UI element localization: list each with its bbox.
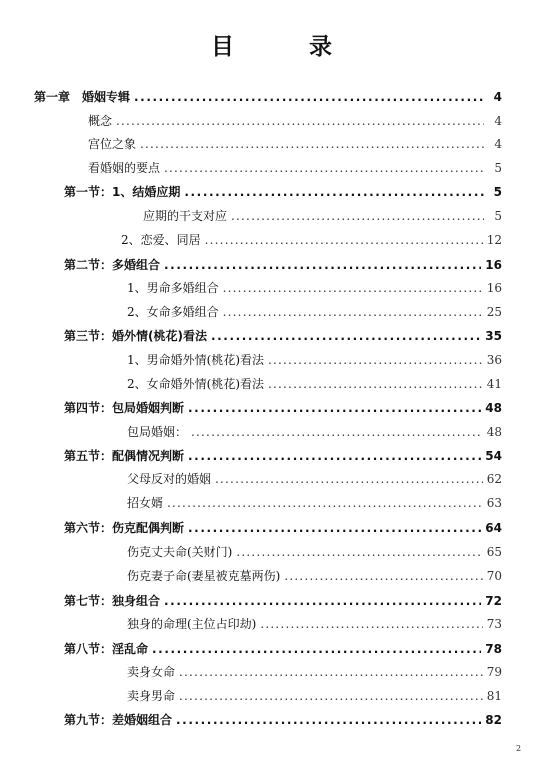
toc-entry[interactable] [127,423,502,441]
toc-entry[interactable] [127,470,502,488]
toc-entry-page: 16 [485,258,502,272]
toc-entry[interactable] [64,399,502,417]
toc-entry-page: 4 [494,137,502,151]
toc-entry-label: 招女婿 [127,496,164,510]
dot-leader [231,207,484,225]
toc-entry[interactable] [64,447,502,465]
toc-entry[interactable] [143,207,502,225]
toc-entry-label: 父母反对的婚姻 [127,472,212,486]
toc-entry[interactable] [64,327,502,345]
toc-entry-page: 81 [486,689,502,703]
dot-leader [164,159,484,177]
toc-entry[interactable] [88,159,502,177]
page-number: 2 [516,744,522,753]
dot-leader [284,567,482,585]
dot-leader [215,470,483,488]
toc-entry-page: 64 [485,521,502,535]
toc-entry-label: 伤克丈夫命(关财门) [127,545,233,559]
dot-leader [223,279,483,297]
toc-entry-label: 第一节：1、结婚应期 [64,185,181,199]
toc-entry-page: 82 [485,713,502,727]
dot-leader [268,351,483,369]
toc-entry-label: 宫位之象 [88,137,137,151]
toc-entry-label: 卖身男命 [127,689,176,703]
toc-entry[interactable] [127,615,502,633]
dot-leader [211,327,481,345]
dot-leader [188,399,481,417]
toc-entry-page: 65 [486,545,502,559]
toc-entry-label: 2、女命婚外情(桃花)看法 [127,377,264,391]
toc-entry[interactable] [34,88,502,106]
toc-entry[interactable] [64,640,502,658]
toc-entry-label: 第五节：配偶情况判断 [64,449,185,463]
toc-entry-label: 第四节：包局婚姻判断 [64,401,185,415]
page-title: 目 录 [211,34,358,60]
dot-leader [260,615,482,633]
dot-leader [179,687,483,705]
toc-entry-label: 应期的干支对应 [143,209,228,223]
toc-entry-page: 36 [486,353,502,367]
toc-entry-label: 概念 [88,114,113,128]
toc-entry-label: 第七节：独身组合 [64,594,161,608]
dot-leader [268,375,483,393]
toc-entry[interactable] [127,375,502,393]
toc-entry-page: 35 [485,329,502,343]
toc-entry[interactable] [121,231,502,249]
toc-entry[interactable] [127,543,502,561]
toc-entry-page: 78 [485,642,502,656]
toc-entry-label: 1、男命婚外情(桃花)看法 [127,353,264,367]
toc-entry-label: 第一章 婚姻专辑 [34,90,131,104]
toc-entry-page: 73 [486,617,502,631]
toc-entry[interactable] [127,663,502,681]
toc-entry[interactable] [64,592,502,610]
toc-entry-page: 72 [485,594,502,608]
toc-entry-page: 25 [486,305,502,319]
toc-entry[interactable] [88,135,502,153]
dot-leader [205,231,483,249]
toc-entry-page: 5 [493,185,502,199]
toc-entry-page: 12 [486,233,502,247]
toc-entry-page: 62 [486,472,502,486]
toc-entry-page: 41 [486,377,502,391]
toc-entry[interactable] [64,711,502,729]
toc-entry-page: 70 [486,569,502,583]
toc-entry[interactable] [127,494,502,512]
dot-leader [188,447,481,465]
dot-leader [223,303,483,321]
toc-entry-page: 5 [494,161,502,175]
toc-entry-label: 第二节：多婚组合 [64,258,161,272]
dot-leader [179,663,483,681]
toc-entry[interactable] [64,256,502,274]
toc-entry-label: 第六节：伤克配偶判断 [64,521,185,535]
toc-entry-page: 48 [485,401,502,415]
dot-leader [167,494,483,512]
dot-leader [184,183,484,201]
toc-entry[interactable] [64,519,502,537]
dot-leader [152,640,481,658]
toc-entry-label: 2、女命多婚组合 [127,305,219,319]
toc-entry-label: 包局婚姻： [127,425,188,439]
dot-leader [236,543,482,561]
toc-entry-label: 第九节：差婚姻组合 [64,713,173,727]
toc-entry[interactable] [127,351,502,369]
toc-entry-label: 1、男命多婚组合 [127,281,219,295]
toc-entry-label: 独身的命理(主位占印劫) [127,617,257,631]
toc-entry[interactable] [127,303,502,321]
toc-entry-page: 54 [485,449,502,463]
dot-leader [188,519,481,537]
toc-entry[interactable] [127,567,502,585]
dot-leader [116,112,484,130]
dot-leader [140,135,484,153]
dot-leader [164,592,481,610]
toc-entry[interactable] [64,183,502,201]
toc-entry-page: 4 [494,114,502,128]
toc-entry-page: 4 [493,90,502,104]
toc-entry[interactable] [88,112,502,130]
toc-entry-page: 63 [486,496,502,510]
toc-entry-page: 16 [486,281,502,295]
toc-entry[interactable] [127,279,502,297]
toc-entry[interactable] [127,687,502,705]
dot-leader [164,256,481,274]
toc-entry-label: 卖身女命 [127,665,176,679]
dot-leader [191,423,483,441]
toc-entry-label: 第三节：婚外情(桃花)看法 [64,329,207,343]
toc-entry-label: 第八节：淫乱命 [64,642,149,656]
toc-entry-page: 48 [486,425,502,439]
toc-entry-page: 5 [494,209,502,223]
toc-entry-label: 伤克妻子命(妻星被克墓两伤) [127,569,281,583]
dot-leader [134,88,484,106]
dot-leader [176,711,481,729]
toc-entry-label: 看婚姻的要点 [88,161,161,175]
toc-entry-page: 79 [486,665,502,679]
toc-entry-label: 2、恋爱、同居 [121,233,201,247]
